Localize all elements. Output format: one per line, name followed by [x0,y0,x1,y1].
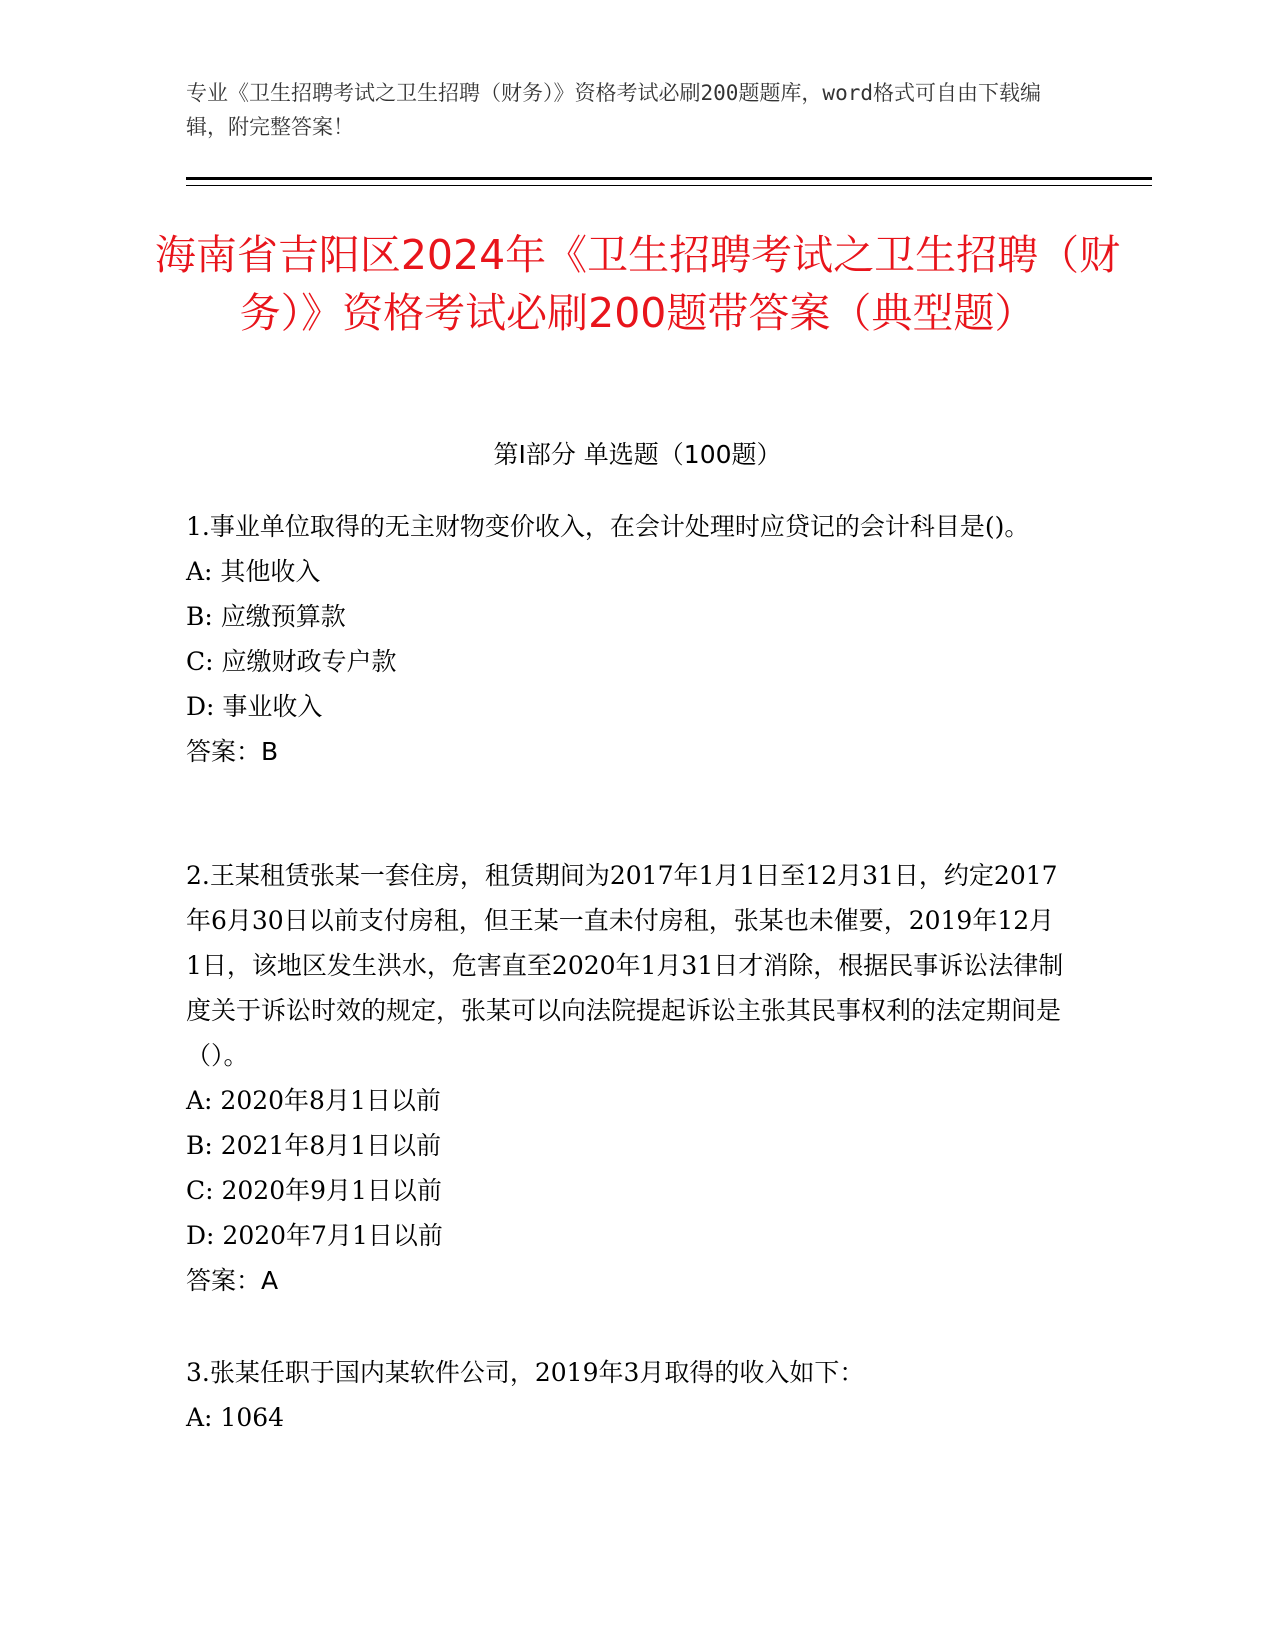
header-divider-thick [186,177,1152,180]
question-3 [186,1350,1066,1440]
question-1-option-d: D: 事业收入 [186,692,323,721]
question-2 [186,853,1066,1303]
document-title: 海南省吉阳区2024年《卫生招聘考试之卫生招聘（财务）》资格考试必刷200题带答案（典型题） [154,231,1121,337]
question-2-text: 2.王某租赁张某一套住房，租赁期间为2017年1月1日至12月31日，约定2017年6月30日以前支付房租，但王某一直未付房租，张某也未催要，2019年12月1日，该地区发生洪水，危害直至2020年1月31日才消除，根据民事诉讼法律制度关于诉讼时效的规定，张某可以向法院提起诉讼主张其民事权利的法定期间是（）。 [186,861,1064,1070]
question-2-option-a: A: 2020年8月1日以前 [186,1086,441,1115]
question-1 [186,504,1066,774]
header-note: 专业《卫生招聘考试之卫生招聘（财务）》资格考试必刷200题题库，word格式可自由下载编辑，附完整答案！ [186,81,1041,139]
question-1-option-a: A: 其他收入 [186,557,321,586]
question-2-answer: 答案：A [186,1266,279,1295]
question-2-option-b: B: 2021年8月1日以前 [186,1131,442,1160]
question-1-text: 1.事业单位取得的无主财物变价收入，在会计处理时应贷记的会计科目是()。 [186,512,1030,541]
question-1-option-c: C: 应缴财政专户款 [186,647,397,676]
question-3-option-a: A: 1064 [186,1403,285,1432]
question-3-text: 3.张某任职于国内某软件公司，2019年3月取得的收入如下： [186,1358,865,1387]
question-1-option-b: B: 应缴预算款 [186,602,346,631]
section-heading: 第Ⅰ部分 单选题（100题） [493,440,782,469]
question-2-option-d: D: 2020年7月1日以前 [186,1221,443,1250]
question-2-option-c: C: 2020年9月1日以前 [186,1176,442,1205]
header-divider-thin [186,185,1152,186]
question-1-answer: 答案：B [186,737,279,766]
